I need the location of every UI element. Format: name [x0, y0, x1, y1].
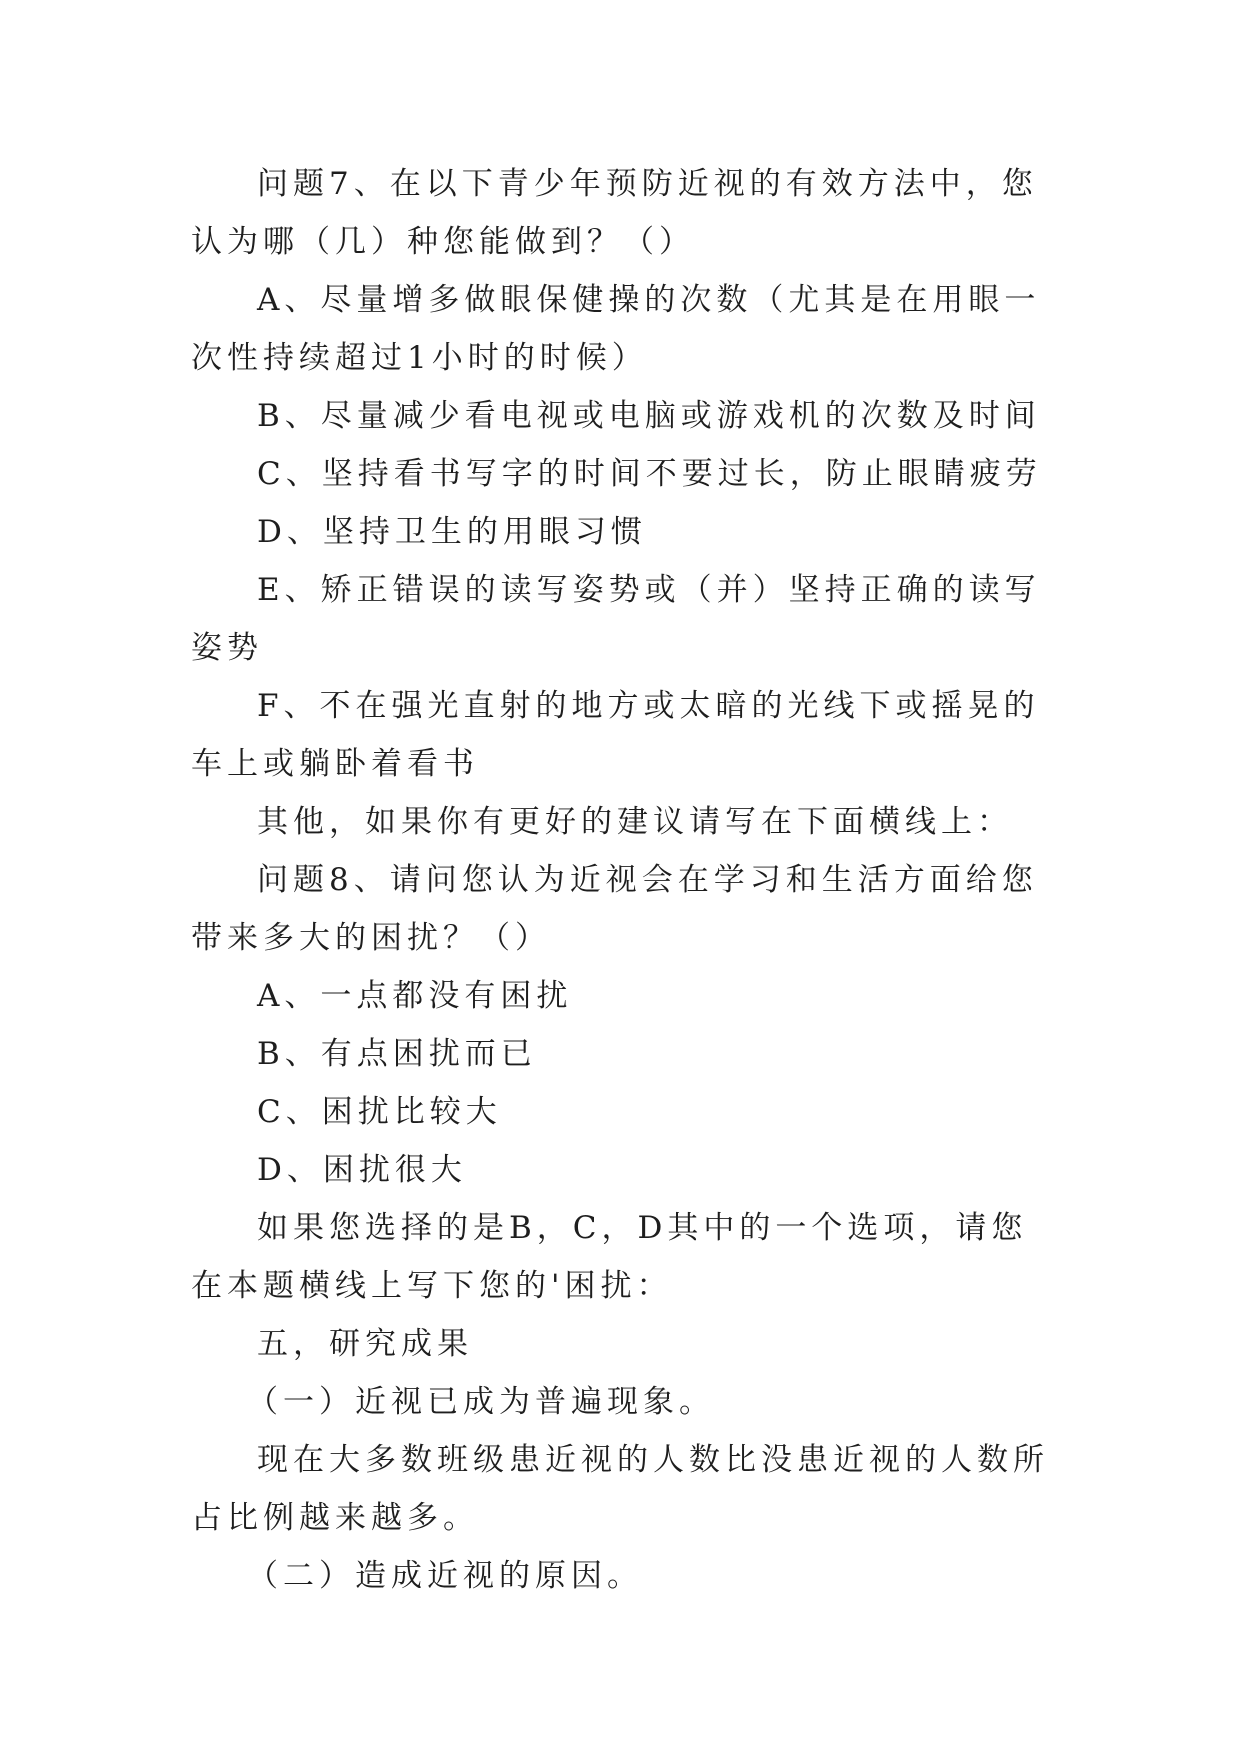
subheading-1: （一）近视已成为普遍现象。 — [247, 1384, 715, 1420]
question-7-text: 问题7、在以下青少年预防近视的有效方法中，您认为哪（几）种您能做到？（） — [191, 166, 1038, 260]
body-paragraph: 现在大多数班级患近视的人数比没患近视的人数所占比例越来越多。 — [191, 1442, 1049, 1536]
question-8-option-d: D、困扰很大 — [257, 1152, 467, 1188]
question-7-option-d: D、坚持卫生的用眼习惯 — [257, 514, 647, 550]
question-7-other-prompt: 其他，如果你有更好的建议请写在下面横线上： — [257, 804, 1013, 840]
question-8-option-a: A、一点都没有困扰 — [257, 978, 573, 1014]
section-heading-results: 五，研究成果 — [257, 1326, 473, 1362]
question-8-option-b: B、有点困扰而已 — [257, 1036, 537, 1072]
question-8-followup: 如果您选择的是B，C，D其中的一个选项，请您在本题横线上写下您的'困扰： — [191, 1210, 1028, 1304]
question-7-option-e: E、矫正错误的读写姿势或（并）坚持正确的读写姿势 — [191, 572, 1041, 666]
subheading-2: （二）造成近视的原因。 — [247, 1558, 643, 1594]
document-body — [191, 155, 1051, 1605]
question-7-option-a: A、尽量增多做眼保健操的次数（尤其是在用眼一次性持续超过1小时的时候） — [191, 282, 1041, 376]
question-7-option-b: B、尽量减少看电视或电脑或游戏机的次数及时间 — [257, 398, 1041, 434]
question-8-option-c: C、困扰比较大 — [257, 1094, 502, 1130]
question-8-text: 问题8、请问您认为近视会在学习和生活方面给您带来多大的困扰？（） — [191, 862, 1038, 956]
question-7-option-f: F、不在强光直射的地方或太暗的光线下或摇晃的车上或躺卧着看书 — [191, 688, 1040, 782]
question-7-option-c: C、坚持看书写字的时间不要过长，防止眼睛疲劳 — [257, 456, 1042, 492]
